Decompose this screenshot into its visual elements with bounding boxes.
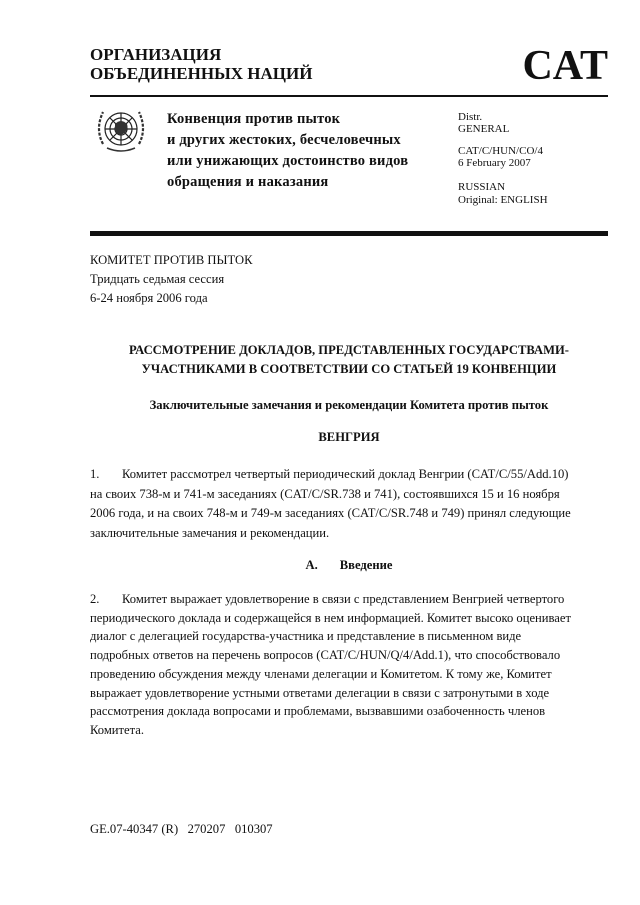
committee-name: КОМИТЕТ ПРОТИВ ПЫТОК: [90, 253, 253, 267]
paragraph-2: [90, 590, 610, 740]
paragraph-line: заключительные замечания и рекомендации.: [90, 525, 330, 540]
paragraph-line: подробных ответов на перечень вопросов (CAT/C/HUN/Q/4/Add.1), что способствовало: [90, 648, 561, 663]
organization-name: [90, 45, 312, 83]
report-subtitle: Заключительные замечания и рекомендации Комитета против пыток: [149, 398, 549, 412]
report-title-line: УЧАСТНИКАМИ В СООТВЕТСТВИИ СО СТАТЬЕЙ 19 КОНВЕНЦИИ: [141, 362, 557, 376]
footer-job-number: GE.07-40347 (R) 270207 010307: [90, 822, 273, 836]
convention-line: или унижающих достоинство видов: [167, 153, 409, 169]
paragraph-line: на своих 738-м и 741-м заседаниях (CAT/C/SR.738 и 741), состоявшихся 15 и 16 ноября: [90, 486, 560, 501]
distribution-value: GENERAL: [458, 123, 510, 135]
paragraph-line: рассмотрения доклада вопросами и проблемами, вызвавшими озабоченность членов: [90, 704, 546, 719]
convention-line: и других жестоких, бесчеловечных: [167, 132, 401, 148]
org-line: ОРГАНИЗАЦИЯ: [90, 45, 222, 64]
country-heading: ВЕНГРИЯ: [318, 430, 380, 444]
paragraph-line: Комитет рассмотрел четвертый периодический доклад Венгрии (CAT/C/55/Add.10): [122, 467, 569, 481]
convention-title: [167, 109, 408, 193]
paragraph-line: выражает удовлетворение устными ответами делегации в связи с затронутыми в ходе: [90, 685, 550, 700]
divider: [90, 95, 608, 97]
document-date: 6 February 2007: [458, 157, 531, 169]
paragraph-line: Комитета.: [90, 722, 145, 737]
document-language: RUSSIAN: [458, 181, 506, 193]
un-emblem-icon: [93, 104, 149, 156]
distribution-label: Distr.: [458, 111, 483, 123]
paragraph-1: [90, 465, 610, 543]
paragraph-line: 2006 года, и на своих 748-м и 749-м заседаниях (CAT/C/SR.748 и 749) принял следующие: [90, 506, 571, 521]
session-name: Тридцать седьмая сессия: [90, 272, 225, 286]
document-series-symbol: CAT: [522, 43, 608, 89]
paragraph-number: 1.: [90, 467, 100, 481]
paragraph-number: 2.: [90, 592, 100, 606]
section-title: Введение: [339, 558, 393, 572]
thick-divider: [90, 231, 608, 236]
paragraph-line: проведению обсуждения между членами делегации и Комитетом. К тому же, Комитет: [90, 666, 552, 681]
session-dates: 6-24 ноября 2006 года: [90, 291, 208, 305]
document-symbol: CAT/C/HUN/CO/4: [458, 145, 543, 157]
original-language: Original: ENGLISH: [458, 194, 548, 206]
convention-line: Конвенция против пыток: [167, 111, 341, 127]
paragraph-line: диалог с делегацией государства-участника и представление в письменном виде: [90, 629, 522, 644]
convention-line: обращения и наказания: [167, 174, 329, 190]
org-line: ОБЪЕДИНЕННЫХ НАЦИЙ: [90, 64, 313, 83]
paragraph-line: периодического доклада и содержащейся в нем информацией. Комитет высоко оценивает: [90, 610, 571, 625]
section-heading: [90, 556, 608, 576]
paragraph-line: Комитет выражает удовлетворение в связи с представлением Венгрией четвертого: [122, 592, 565, 606]
report-title-line: РАССМОТРЕНИЕ ДОКЛАДОВ, ПРЕДСТАВЛЕННЫХ ГОСУДАРСТВАМИ-: [129, 343, 569, 357]
section-letter: A.: [305, 558, 318, 572]
